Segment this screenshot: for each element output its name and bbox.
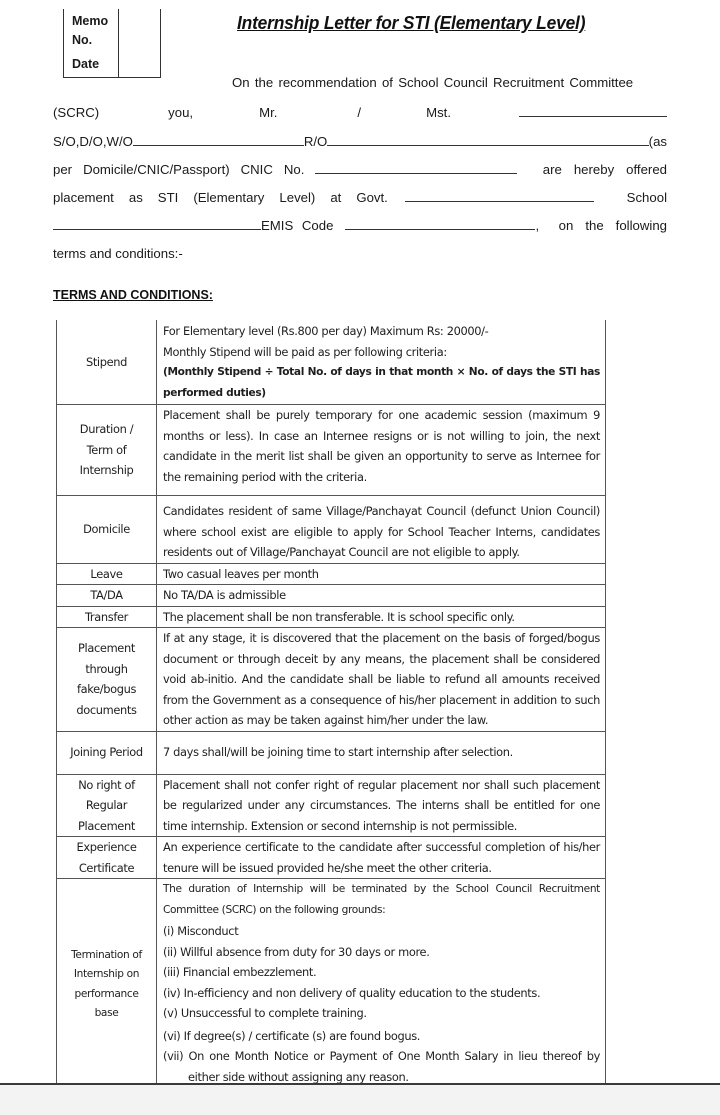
terms-label-line: Experience	[76, 840, 137, 854]
relation-label: S/O,D/O,W/O	[53, 134, 133, 149]
terms-label-text: Joining Period	[70, 745, 143, 760]
memo-date-box	[63, 9, 161, 78]
terms-content	[157, 774, 606, 837]
terms-row-stipend	[57, 320, 606, 405]
terms-label-line: No right of	[78, 777, 135, 792]
stipend-rate-text: For Elementary level (Rs.800 per day) Maximum Rs: 20000/-	[163, 324, 489, 338]
memo-labels	[64, 9, 119, 77]
duration-text: Placement shall be purely temporary for one academic session (maximum 9 months or less). In case an Internee resigns or is not willing to join, the next candidate in the merit list shall be given an opportunity to serve as Internee for the remaining period with the criteria.	[163, 408, 600, 484]
terms-label-line: fake/bogus	[76, 682, 137, 697]
residence-label: R/O	[303, 134, 328, 149]
terms-label-line: performance	[74, 987, 139, 1000]
document-title: Internship Letter for STI (Elementary Level)	[237, 12, 586, 33]
terms-content	[157, 405, 606, 496]
cnic-prefix-3: CNIC	[240, 162, 273, 177]
terms-label	[57, 496, 157, 564]
terms-content	[157, 496, 606, 564]
placement-word-2: as	[128, 190, 143, 205]
terms-label	[57, 774, 157, 837]
terms-label-text: Stipend	[85, 354, 128, 369]
offer-line-1	[232, 74, 667, 92]
offered-suffix-1: are	[542, 162, 562, 177]
terms-label	[57, 405, 157, 496]
terms-label-line: Placement	[78, 641, 135, 656]
joining-period-text: 7 days shall/will be joining time to start internship after selection.	[163, 745, 513, 760]
terms-row-termination	[57, 879, 606, 1091]
terms-row-transfer	[57, 606, 606, 628]
offer-line-6	[53, 216, 667, 234]
terms-label	[57, 320, 157, 405]
residence-field[interactable]	[327, 132, 648, 146]
cnic-prefix-4: No.	[283, 162, 305, 177]
offer-line-5	[53, 188, 667, 206]
terms-label	[57, 837, 157, 879]
emis-code-field[interactable]	[345, 216, 535, 230]
tada-text: No TA/DA is admissible	[163, 588, 286, 602]
candidate-name-field[interactable]	[519, 103, 667, 117]
termination-ground: (vii) On one Month Notice or Payment of One Month Salary in lieu thereof by either side without assigning any reason.	[163, 1049, 600, 1084]
terms-row-joining-period	[57, 731, 606, 774]
terms-table	[56, 320, 606, 1091]
terms-label-line: Termination of	[71, 948, 142, 961]
terms-heading: TERMS AND CONDITIONS:	[53, 288, 213, 302]
offer-line-2	[53, 103, 667, 121]
termination-ground: (iv) In-efficiency and non delivery of quality education to the students.	[163, 985, 541, 1000]
terms-intro-text: terms and conditions:-	[53, 246, 183, 261]
terms-row-experience-certificate	[57, 837, 606, 879]
terms-content	[157, 731, 606, 774]
terms-label	[57, 628, 157, 732]
experience-certificate-text: An experience certificate to the candidate after successful completion of his/her tenure will be issued provided he/she meet the other criteria.	[163, 840, 600, 875]
cnic-number-field[interactable]	[315, 160, 517, 174]
slash-text: /	[357, 105, 362, 120]
termination-ground: (i) Misconduct	[163, 924, 239, 938]
terms-label-line: Regular	[85, 798, 128, 812]
placement-word-5: Level)	[279, 190, 316, 205]
termination-intro-text: The duration of Internship will be terminated by the School Council Recruitment Committee (SCRC) on the following grounds:	[163, 883, 600, 916]
terms-content	[157, 563, 606, 585]
mst-text: Mst.	[426, 105, 451, 120]
terms-row-tada	[57, 585, 606, 607]
terms-label	[57, 879, 157, 1091]
terms-label	[57, 585, 157, 607]
terms-label-line: Certificate	[78, 860, 135, 875]
govt-school-field[interactable]	[405, 188, 594, 202]
scrc-text: (SCRC)	[53, 105, 100, 120]
terms-row-duration	[57, 405, 606, 496]
fake-documents-text: If at any stage, it is discovered that the placement on the basis of forged/bogus document or through deceit by any means, the placement shall be considered void ab-initio. And the candidate shall be liable to refund all amounts received from the Government as a consequence of his/her placement in addition to such other action as may be taken against him/her under the law.	[163, 631, 600, 727]
termination-ground: (iii) Financial embezzlement.	[163, 965, 317, 979]
transfer-text: The placement shall be non transferable. It is school specific only.	[163, 609, 515, 624]
terms-label-text: Leave	[90, 566, 123, 581]
terms-label	[57, 731, 157, 774]
terms-label-line: through	[85, 661, 128, 676]
no-regular-placement-text: Placement shall not confer right of regular placement nor shall such placement be regularized under any circumstances. The interns shall be entitled for one time internship. Extension or second internship is not permissible.	[163, 777, 600, 833]
terms-label-text: Transfer	[84, 609, 128, 624]
domicile-text: Candidates resident of same Village/Panchayat Council (defunct Union Council) where school exist are eligible to apply for School Teacher Interns, candidates residents out of Village/Panchayat Council are not eligible to apply.	[163, 504, 600, 559]
following-3: the	[585, 218, 604, 233]
terms-content	[157, 320, 606, 405]
as-text: (as	[648, 134, 667, 149]
terms-label-line: Internship	[79, 463, 134, 478]
terms-label	[57, 563, 157, 585]
following-1: ,	[535, 218, 540, 233]
terms-label-text: TA/DA	[90, 588, 123, 602]
memo-label-line1: Memo	[72, 14, 109, 28]
offer-line-1-text: On the recommendation of School Council Recruitment Committee	[232, 75, 634, 90]
mr-text: Mr.	[259, 105, 278, 120]
cnic-prefix-2: Domicile/CNIC/Passport)	[83, 162, 230, 177]
stipend-criteria-text: Monthly Stipend will be paid as per following criteria:	[163, 344, 447, 359]
terms-row-no-regular-placement	[57, 774, 606, 837]
terms-label-line: Duration /	[79, 422, 134, 437]
terms-content	[157, 585, 606, 607]
you-text: you,	[168, 105, 194, 120]
cnic-prefix-1: per	[53, 162, 73, 177]
terms-content	[157, 628, 606, 732]
offered-suffix-3: offered	[626, 162, 667, 177]
terms-label-text: Domicile	[83, 522, 130, 536]
terms-row-domicile	[57, 496, 606, 564]
termination-ground: (vi) If degree(s) / certificate (s) are found bogus.	[163, 1028, 421, 1043]
terms-content	[157, 606, 606, 628]
date-label: Date	[72, 57, 100, 71]
offer-line-3	[53, 132, 667, 150]
terms-label	[57, 606, 157, 628]
school-word: School	[626, 190, 667, 205]
relation-name-field[interactable]	[133, 132, 304, 146]
terms-label-line: documents	[76, 702, 137, 717]
terms-label-line: Internship on	[73, 968, 140, 980]
placement-word-3: STI	[157, 190, 179, 205]
placement-word-7: Govt.	[356, 190, 388, 205]
stipend-formula-text: (Monthly Stipend ÷ Total No. of days in that month × No. of days the STI has performed duties)	[163, 366, 600, 399]
terms-label-line: Term of	[86, 442, 127, 457]
terms-row-fake-documents	[57, 628, 606, 732]
placement-word-4: (Elementary	[193, 190, 265, 205]
viewer-bottom-bar	[0, 1083, 720, 1115]
following-2: on	[558, 218, 574, 233]
memo-label-line2: No.	[72, 33, 93, 47]
following-4: following	[615, 218, 667, 233]
terms-label-line: base	[94, 1007, 119, 1019]
terms-row-leave	[57, 563, 606, 585]
terms-content	[157, 837, 606, 879]
emis-code-label: EMIS Code	[261, 218, 334, 233]
offered-suffix-2: hereby	[573, 162, 615, 177]
offer-line-4	[53, 160, 667, 178]
offer-line-7	[53, 245, 667, 263]
termination-ground: (ii) Willful absence from duty for 30 days or more.	[163, 944, 430, 959]
termination-ground: (v) Unsuccessful to complete training.	[163, 1006, 367, 1020]
terms-label-line: Placement	[78, 818, 135, 833]
placement-word-1: placement	[53, 190, 114, 205]
school-name-field[interactable]	[53, 216, 261, 230]
memo-date-value-field[interactable]	[119, 9, 160, 77]
leave-text: Two casual leaves per month	[163, 566, 319, 581]
terms-content	[157, 879, 606, 1091]
placement-word-6: at	[330, 190, 342, 205]
